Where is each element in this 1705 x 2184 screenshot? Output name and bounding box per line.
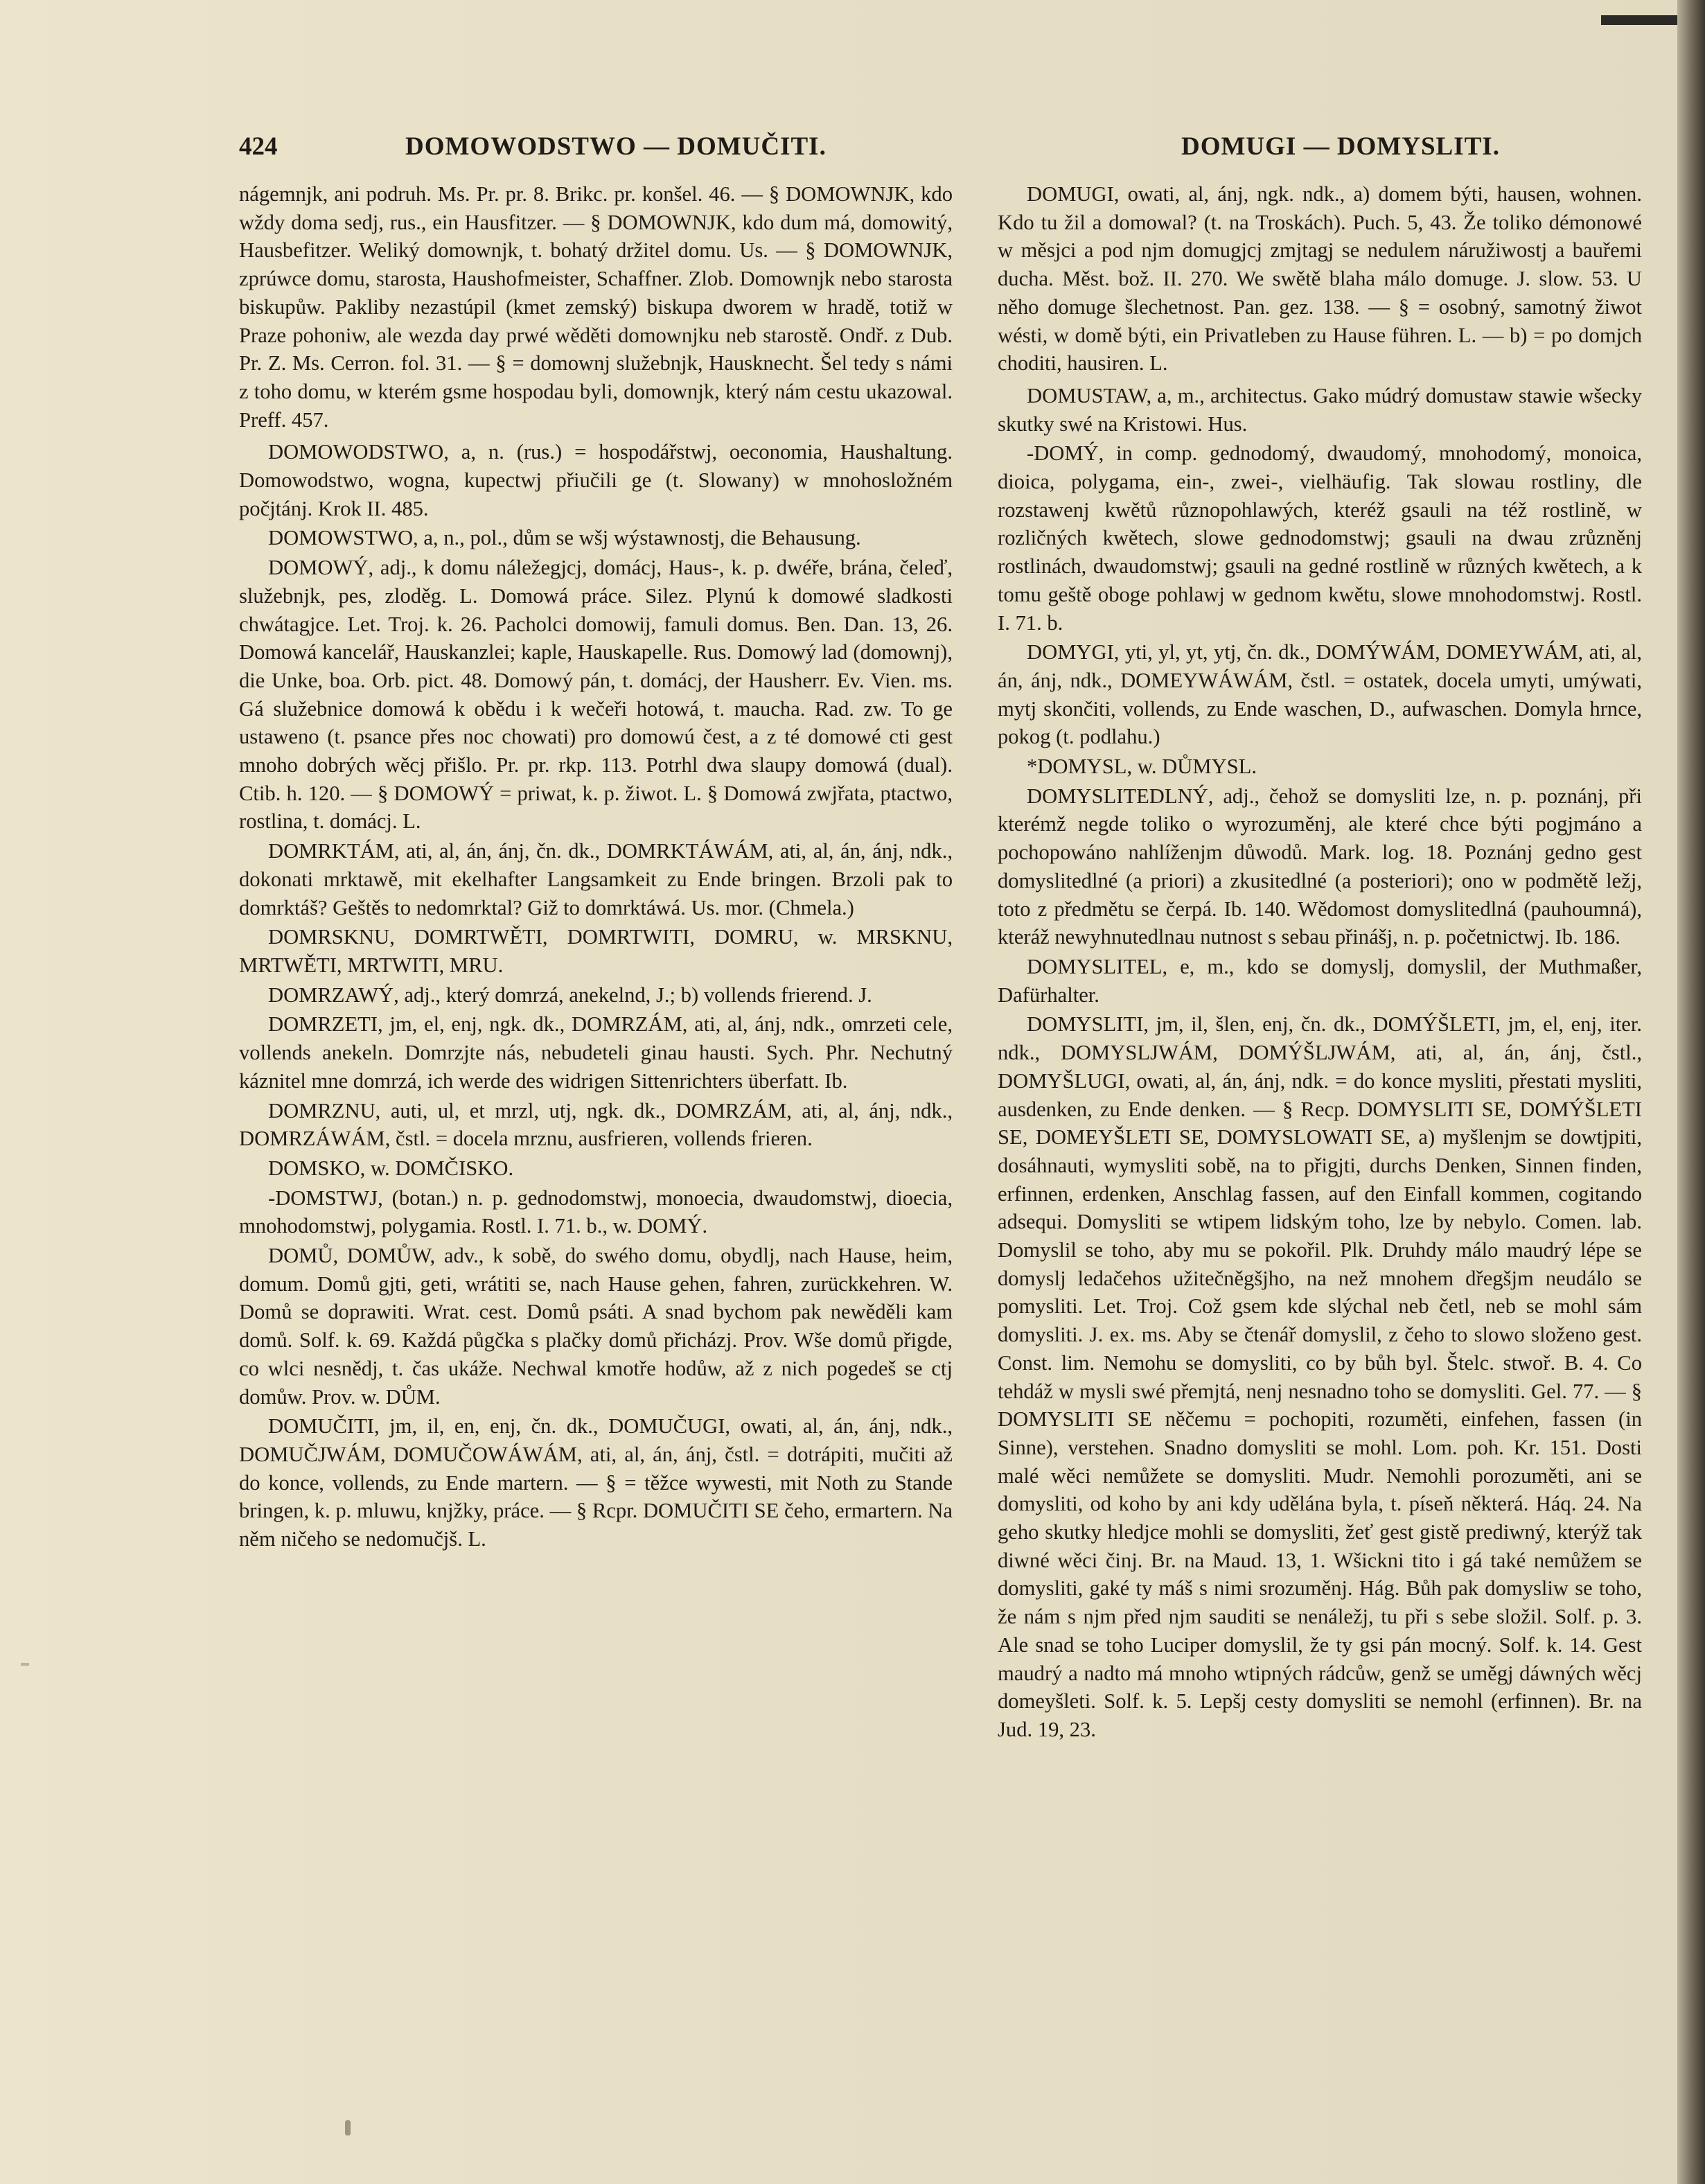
entry-domysl: *DOMYSL, w. DŮMYSL.: [1027, 755, 1257, 779]
ink-smudge: [345, 2120, 351, 2135]
entry-domrzawy: DOMRZAWÝ, adj., který domrzá, anekelnd, J.; b) vollends frierend. J.: [268, 983, 872, 1007]
entry-domrznu: DOMRZNU, auti, ul, et mrzl, utj, ngk. dk., DOMRZÁM, ati, al, ánj, ndk., DOMRZÁWÁM, čstl. = docela mrznu, ausfrieren, vollends frieren.: [239, 1098, 953, 1151]
entry-domrsknu: DOMRSKNU, DOMRTWĚTI, DOMRTWITI, DOMRU, w. MRSKNU, MRTWĚTI, MRTWITI, MRU.: [239, 925, 953, 977]
entry-domustaw: DOMUSTAW, a, m., architectus. Gako múdrý domustaw stawie wšecky skutky swé na Kristowi. Hus.: [998, 383, 1642, 436]
entry-domowodstwo: DOMOWODSTWO, a, n. (rus.) = hospodářstwj, oeconomia, Haushaltung. Domowodstwo, wogna, kupectwj přiučili ge (t. Slowany) w mnohosložném počjtánj. Krok II. 485.: [239, 440, 953, 520]
entry-domysliti: DOMYSLITI, jm, il, šlen, enj, čn. dk., DOMÝŠLETI, jm, el, enj, iter. ndk., DOMYSLJWÁM, DOMÝŠLJWÁM, ati, al, án, ánj, čstl., DOMYŠLUGI, owati, al, án, ánj, ndk. = do konce mysliti, přestati mysliti, ausdenken, zu Ende denken. — § Recp. DOMYSLITI SE, DOMÝŠLETI SE, DOMEYŠLETI SE, DOMYSLOWATI SE, a) myšlenjm se dowtjpiti, dosáhnauti, wymysliti sobě, na to přigjti, durchs Denken, Sinnen finden, erfinnen, erdenken, Anschlag fassen, auf den Einfall kommen, cogitando adsequi. Domysliti se wtipem lidským toho, lze by nebylo. Comen. lab. Domyslil se toho, aby mu se pokořil. Plk. Druhdy málo maudrý lépe se domyslj ledačehos užitečněgšjho, na než mnohem dřegšjm neudálo se pomysliti. Let. Troj. Což gsem kde slýchal neb četl, neb se mohl sám domysliti. J. ex. ms. Aby se čtenář domyslil, z čeho to slowo složeno gest. Const. lim. Nemohu se domysliti, co by bůh byl. Štelc. stwoř. B. 4. Co tehdáž w mysli swé přemjtá, nenj nesnadno toho se domysliti. Gel. 77. — § DOMYSLITI SE něčemu = pochopiti, rozuměti, einfehen, fassen (in Sinne), verstehen. Snadno domysliti se mohl. Lom. poh. Kr. 151. Dosti malé wěci nemůžete se domysliti. Mudr. Nemohli porozuměti, ani se domysliti, od koho by ani kdy udělána byla, t. píseň některá. Háq. 24. Na geho skutky hledjce mohli se domysliti, žeť gest gistě prediwný, kterýž tak diwné wěci činj. Br. na Maud. 13, 1. Wšickni tito i gá také nemůžem se domysliti, gaké ty máš s nimi srozuměnj. Hág. Bůh pak domysliw se toho, že nám s njm před njm sauditi se nenáležj, tu při s sebe složil. Solf. p. 3. Ale snad se toho Luciper domyslil, že ty gsi pán mocný. Solf. k. 14. Gest maudrý a nadto má mnoho wtipných rádcůw, genž se uměgj dáwných wěcj domeyšleti. Solf. k. 5. Lepšj cesty domysliti se nemohl (erfinnen). Br. na Jud. 19, 23.: [998, 1012, 1642, 1741]
entry-domyslitedlny: DOMYSLITEDLNÝ, adj., čehož se domysliti lze, n. p. poznánj, při kterémž negde toliko o wyrozuměnj, ale které chce býti pogjmáno a pochopowáno nahlíženjm důwodů. Mark. log. 18. Poznánj gedno gest domyslitedlné (a priori) a zkusitedlné (a posteriori); ono w podmětě ležj, toto z předmětu se čerpá. Ib. 140. Wědomost domyslitedlná (pauhoumná), kteráž newyhnutedlnau nutnost s sebau přinášj, n. p. početnictwj. Ib. 186.: [998, 784, 1642, 949]
margin-mark: [21, 1663, 29, 1666]
right-column: [998, 180, 1642, 2113]
page-number: 424: [239, 132, 278, 161]
entry-domugi: DOMUGI, owati, al, ánj, ngk. ndk., a) domem býti, hausen, wohnen. Kdo tu žil a domowal? (t. na Troskách). Puch. 5, 43. Že toliko démonowé w měsjci a pod njm domugjcj zmjtagj se nedulem náružiwostj a bauřemi ducha. Měst. bož. II. 270. We swětě blaha málo domuge. J. slow. 53. U něho domuge šlechetnost. Pan. gez. 138. — § = osobný, samotný žiwot wésti, w domě býti, ein Privatleben zu Hause führen. L. — b) = po domjch choditi, hausiren. L.: [998, 182, 1642, 376]
page-header: [239, 132, 1656, 173]
page-binding-edge: [1677, 0, 1705, 2184]
entry-domuciti: DOMUČITI, jm, il, en, enj, čn. dk., DOMUČUGI, owati, al, án, ánj, ndk., DOMUČJWÁM, DOMUČOWÁWÁM, ati, al, án, ánj, čstl. = dotrápiti, mučiti až do konce, vollends, zu Ende martern. — § = těžce wywesti, mit Noth zu Stande bringen, k. p. mluwu, knjžky, práce. — § Rcpr. DOMUČITI SE čeho, ermartern. Na něm ničeho se nedomučjš. L.: [239, 1414, 953, 1551]
entry-domy: -DOMÝ, in comp. gednodomý, dwaudomý, mnohodomý, monoica, dioica, polygama, ein-, zwei-, vielhäufig. Tak slowau rostliny, dle rozstawenj kwětů různopohlawých, kteréž gsauli na též rostlině, w rozličných kwětech, slowe gednodomstwj; gsauli na dwau zrůzněnj rostlinách, dwaudomstwj; gsauli na gedné rostlině w různých kwětech, a k tomu geště oboge pohlawj w gednom kwětu, slowe mnohodomstwj. Rostl. I. 71. b.: [998, 441, 1642, 635]
entry-domowy: DOMOWÝ, adj., k domu náležegjcj, domácj, Haus-, k. p. dwéře, brána, čeleď, služebnjk, pes, zloděg. L. Domowá práce. Silez. Plynú k domowé sladkosti chwátagjce. Let. Troj. k. 26. Pacholci domowij, famuli domus. Ben. Dan. 13, 26. Domowá kancelář, Hauskanzlei; kaple, Hauskapelle. Rus. Domowý lad (domownj), die Unke, boa. Orb. pict. 48. Domowý pán, t. domácj, der Hausherr. Ev. Vien. ms. Gá služebnice domowá k obědu i k wečeři hotowá, t. maucha. Rad. zw. To ge ustaweno (t. psance přes noc chowati) pro domowú čest, a z té domowé cti gest mnoho dobrých wěcj přišlo. Pr. pr. rkp. 113. Potrhl dwa slaupy domowá (dual). Ctib. h. 120. — § DOMOWÝ = priwat, k. p. žiwot. L. § Domowá zwjřata, ptactwo, rostlina, t. domácj. L.: [239, 556, 953, 834]
entry-domrzeti: DOMRZETI, jm, el, enj, ngk. dk., DOMRZÁM, ati, al, ánj, ndk., omrzeti cele, vollends anekeln. Domrzjte nás, nebudeteli ginau hausti. Sych. Phr. Nechutný káznitel mne domrzá, ich werde des widrigen Sittenrichters überfatt. Ib.: [239, 1012, 953, 1093]
entry-domownjk-continued: nágemnjk, ani podruh. Ms. Pr. pr. 8. Brikc. pr. konšel. 46. — § DOMOWNJK, kdo wždy doma sedj, rus., ein Hausfitzer. — § DOMOWNJK, kdo dum má, domowitý, Hausbefitzer. Weliký domownjk, t. bohatý držitel domu. Us. — § DOMOWNJK, zprúwce domu, starosta, Haushofmeister, Schaffner. Zlob. Domownjk nebo starosta biskupůw. Pakliby nezastúpil (kmet zemský) biskupa dworem w hradě, totiž w Praze pohoniw, ale wezda day prwé wěděti domownjku neb starostě. Ondř. z Dub. Pr. Z. Ms. Cerron. fol. 31. — § = domownj služebnjk, Hausknecht. Šel tedy s námi z toho domu, w kterém gsme hospodau byli, domownjk, který nám cestu ukazowal. Preff. 457.: [239, 182, 953, 432]
entry-domygi: DOMYGI, yti, yl, yt, ytj, čn. dk., DOMÝWÁM, DOMEYWÁM, ati, al, án, ánj, ndk., DOMEYWÁWÁM, čstl. = ostatek, docela umyti, umýwati, mytj skončiti, vollends, zu Ende waschen, D., aufwaschen. Domyla hrnce, pokog (t. podlahu.): [998, 640, 1642, 749]
entry-domyslitel: DOMYSLITEL, e, m., kdo se domyslj, domyslil, der Muthmaßer, Dafürhalter.: [998, 954, 1642, 1007]
entry-domrktam: DOMRKTÁM, ati, al, án, ánj, čn. dk., DOMRKTÁWÁM, ati, al, án, ánj, ndk., dokonati mrktawě, mit ekelhafter Langsamkeit zu Ende bringen. Brzoli pak to domrktáš? Geštěs to nedomrktal? Giž to domrktáwá. Us. mor. (Chmela.): [239, 839, 953, 919]
running-head-left: DOMOWODSTWO — DOMUČITI.: [405, 132, 827, 161]
left-column: [239, 180, 953, 2113]
entry-domstwj: -DOMSTWJ, (botan.) n. p. gednodomstwj, monoecia, dwaudomstwj, dioecia, mnohodomstwj, polygamia. Rostl. I. 71. b., w. DOMÝ.: [239, 1186, 953, 1238]
entry-domowstwo: DOMOWSTWO, a, n., pol., dům se wšj wýstawnostj, die Behausung.: [268, 526, 861, 550]
entry-domu: DOMŮ, DOMŮW, adv., k sobě, do swého domu, obydlj, nach Hause, heim, domum. Domů gjti, geti, wrátiti se, nach Hause gehen, fahren, zurückkehren. W. Domů se doprawiti. Wrat. cest. Domů psáti. A snad bychom pak newěděli kam domů. Solf. k. 69. Každá půgčka s plačky domů přicházj. Prov. Wše domů přigde, co wlci nesnědj, t. čas ukáže. Nechwal kmotře hodůw, až z nich pogedeš se ctj domůw. Prov. w. DŮM.: [239, 1244, 953, 1409]
running-head-right: DOMUGI — DOMYSLITI.: [1181, 132, 1500, 161]
binding-mark: [1601, 15, 1677, 25]
entry-domsko: DOMSKO, w. DOMČISKO.: [268, 1156, 514, 1180]
